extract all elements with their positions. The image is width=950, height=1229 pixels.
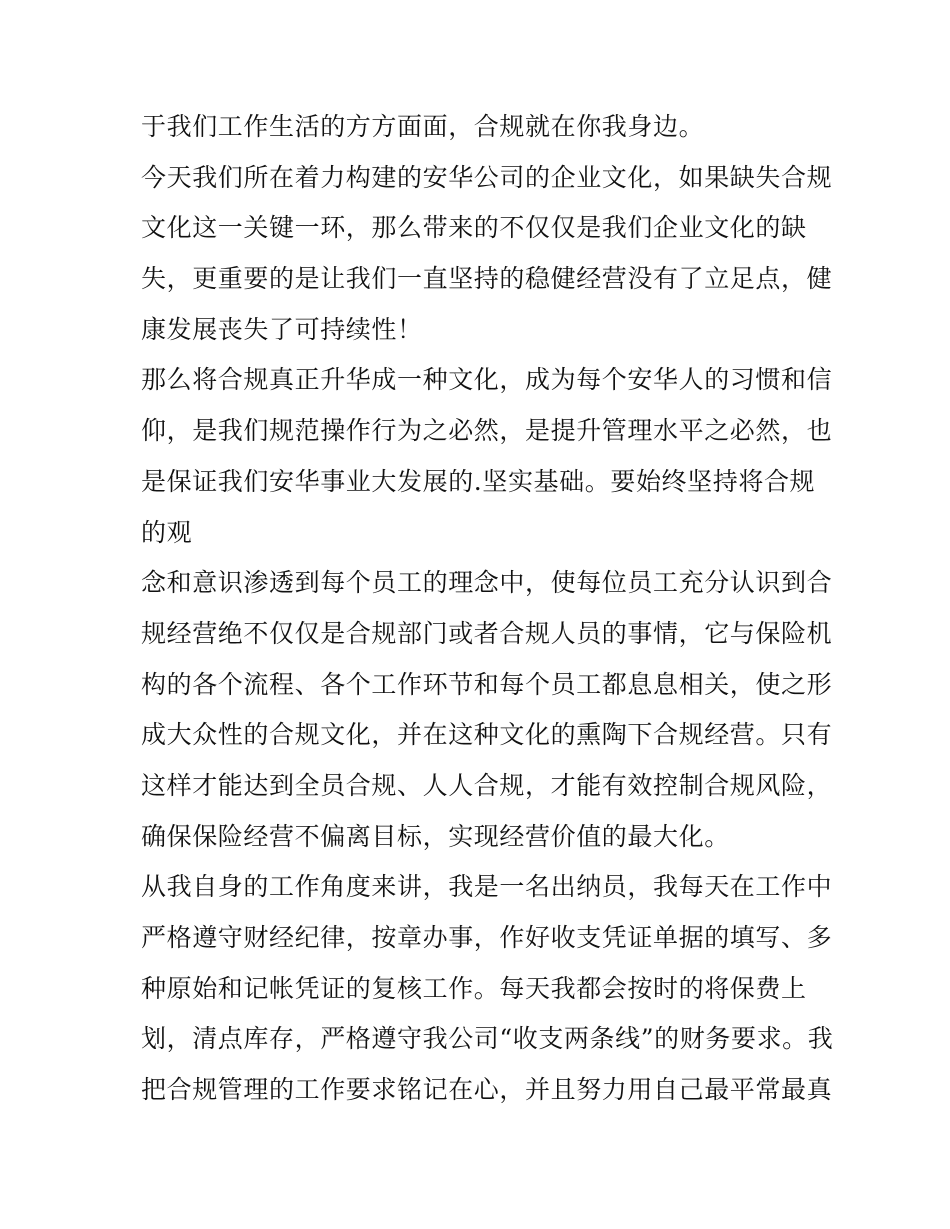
- text-line-10: 念和意识渗透到每个员工的理念中，使每位员工充分认识到合: [141, 568, 833, 598]
- text-line-1: 于我们工作生活的方方面面，合规就在你我身边。: [141, 112, 705, 141]
- text-line-20: 把合规管理的工作要求铭记在心，并且努力用自己最平常最真: [141, 1075, 833, 1105]
- text-line-19: 划，清点库存，严格遵守我公司“收支两条线”的财务要求。我: [141, 1024, 834, 1054]
- text-line-13: 成大众性的合规文化，并在这种文化的熏陶下合规经营。只有: [141, 720, 833, 750]
- body-text: [141, 108, 834, 1122]
- text-line-18: 种原始和记帐凭证的复核工作。每天我都会按时的将保费上: [141, 973, 807, 1003]
- text-line-9: 的观: [141, 517, 193, 547]
- text-line-17: 严格遵守财经纪律，按章办事，作好收支凭证单据的填写、多: [141, 923, 833, 952]
- text-line-5: 康发展丧失了可持续性！: [141, 314, 423, 344]
- text-line-16: 从我自身的工作角度来讲，我是一名出纳员，我每天在工作中: [141, 872, 833, 902]
- text-line-8: 是保证我们安华事业大发展的.坚实基础。要始终坚持将合规: [141, 466, 816, 496]
- text-line-11: 规经营绝不仅仅是合规部门或者合规人员的事情，它与保险机: [141, 618, 833, 648]
- text-line-2: 今天我们所在着力构建的安华公司的企业文化，如果缺失合规: [141, 162, 833, 192]
- text-line-15: 确保保险经营不偏离目标，实现经营价值的最大化。: [141, 821, 730, 851]
- text-line-4: 失，更重要的是让我们一直坚持的稳健经营没有了立足点，健: [141, 264, 833, 294]
- text-line-6: 那么将合规真正升华成一种文化，成为每个安华人的习惯和信: [141, 365, 833, 395]
- text-line-12: 构的各个流程、各个工作环节和每个员工都息息相关，使之形: [141, 669, 833, 699]
- text-line-7: 仰，是我们规范操作行为之必然，是提升管理水平之必然，也: [141, 416, 833, 446]
- text-line-3: 文化这一关键一环，那么带来的不仅仅是我们企业文化的缺: [141, 213, 807, 243]
- text-line-14: 这样才能达到全员合规、人人合规，才能有效控制合规风险，: [141, 770, 833, 800]
